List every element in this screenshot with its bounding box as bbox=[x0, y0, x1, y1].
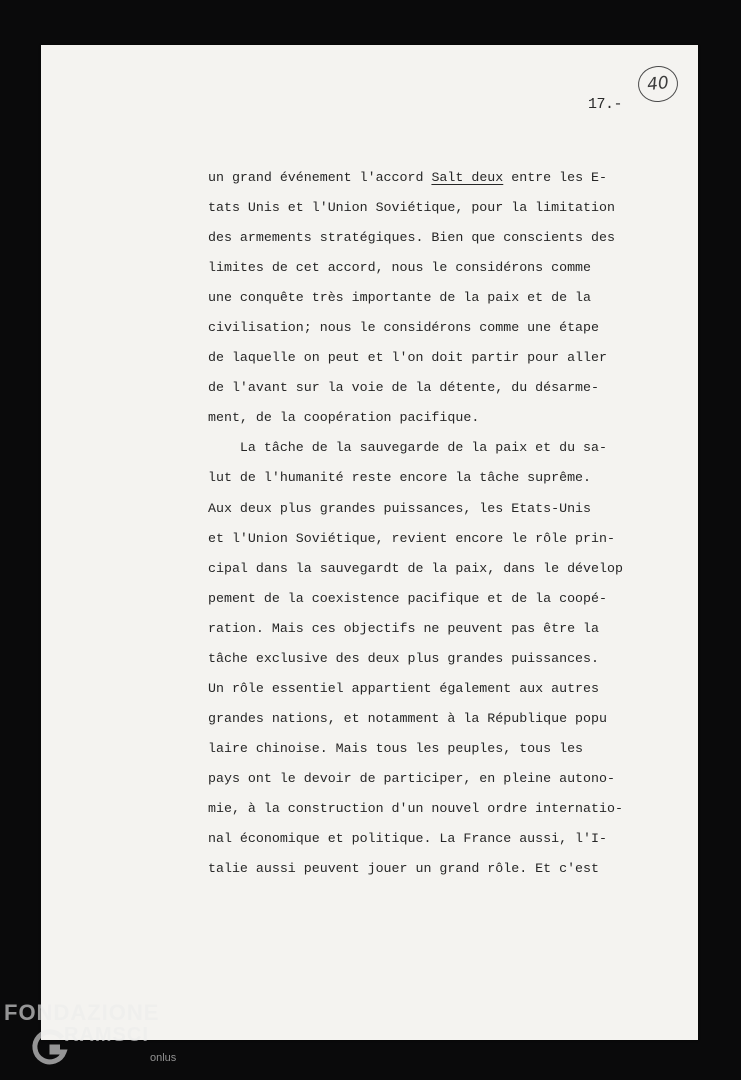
typewritten-text bbox=[208, 163, 628, 884]
document-page bbox=[41, 45, 698, 1040]
text-line bbox=[208, 794, 628, 824]
text-segment: nal économique et politique. La France aussi, l'I- bbox=[208, 831, 607, 847]
text-segment: ration. Mais ces objectifs ne peuvent pas être la bbox=[208, 620, 599, 636]
underlined-salt-deux: Salt deux bbox=[431, 170, 504, 185]
text-segment: tats Unis et l'Union Soviétique, pour la limitation bbox=[208, 200, 615, 216]
text-segment: un grand événement l'accord bbox=[208, 170, 432, 185]
page-number: 17.- bbox=[587, 96, 622, 113]
text-segment: et l'Union Soviétique, revient encore le rôle prin- bbox=[208, 530, 615, 546]
text-line bbox=[208, 253, 628, 283]
text-line bbox=[208, 463, 628, 493]
text-segment: laire chinoise. Mais tous les peuples, tous les bbox=[208, 740, 584, 756]
text-segment: cipal dans la sauvegardt de la paix, dans le dévelop bbox=[208, 560, 623, 576]
text-line bbox=[208, 193, 628, 223]
text-line bbox=[208, 494, 628, 524]
text-line bbox=[208, 554, 628, 584]
text-segment: ment, de la coopération pacifique. bbox=[208, 410, 480, 426]
text-segment: des armements stratégiques. Bien que conscients des bbox=[208, 230, 615, 246]
text-line bbox=[208, 614, 628, 644]
text-segment: civilisation; nous le considérons comme une étape bbox=[208, 320, 599, 336]
text-segment: La tâche de la sauvegarde de la paix et du sa- bbox=[208, 440, 607, 456]
text-line bbox=[208, 433, 628, 463]
text-segment: Aux deux plus grandes puissances, les Etats-Unis bbox=[208, 500, 592, 516]
watermark-line-2: RAMSCI bbox=[64, 1024, 149, 1046]
watermark-line-1: FONDAZIONE bbox=[4, 1000, 160, 1025]
text-line bbox=[208, 283, 628, 313]
text-line bbox=[208, 584, 628, 614]
text-segment: limites de cet accord, nous le considérons comme bbox=[208, 260, 592, 276]
text-segment: talie aussi peuvent jouer un grand rôle. Et c'est bbox=[208, 861, 599, 877]
text-segment: de l'avant sur la voie de la détente, du désarme- bbox=[208, 380, 599, 396]
text-line bbox=[208, 343, 628, 373]
text-segment: entre les E- bbox=[503, 170, 607, 185]
text-segment: lut de l'humanité reste encore la tâche suprême. bbox=[208, 470, 592, 486]
text-line bbox=[208, 313, 628, 343]
text-segment: Un rôle essentiel appartient également aux autres bbox=[208, 680, 599, 696]
text-line bbox=[208, 223, 628, 253]
watermark-line-3: onlus bbox=[150, 1052, 177, 1064]
text-line bbox=[208, 764, 628, 794]
archive-number-circle bbox=[636, 64, 680, 104]
text-line bbox=[208, 854, 628, 884]
text-line bbox=[208, 704, 628, 734]
text-segment: pays ont le devoir de participer, en pleine autono- bbox=[208, 770, 615, 786]
text-segment: mie, à la construction d'un nouvel ordre internatio- bbox=[208, 800, 623, 816]
text-segment: grandes nations, et notamment à la République popu bbox=[208, 710, 607, 726]
text-line bbox=[208, 824, 628, 854]
text-line bbox=[208, 373, 628, 403]
text-line bbox=[208, 644, 628, 674]
text-segment: de laquelle on peut et l'on doit partir pour aller bbox=[208, 350, 607, 366]
fondazione-gramsci-watermark bbox=[4, 998, 194, 1078]
text-line bbox=[208, 524, 628, 554]
text-segment: une conquête très importante de la paix et de la bbox=[208, 290, 592, 306]
text-segment: pement de la coexistence pacifique et de la coopé- bbox=[208, 590, 607, 606]
text-line bbox=[208, 403, 628, 433]
text-line bbox=[208, 163, 628, 193]
text-line bbox=[208, 674, 628, 704]
text-line bbox=[208, 734, 628, 764]
text-segment: tâche exclusive des deux plus grandes puissances. bbox=[208, 650, 599, 666]
archive-number: 40 bbox=[646, 72, 670, 96]
